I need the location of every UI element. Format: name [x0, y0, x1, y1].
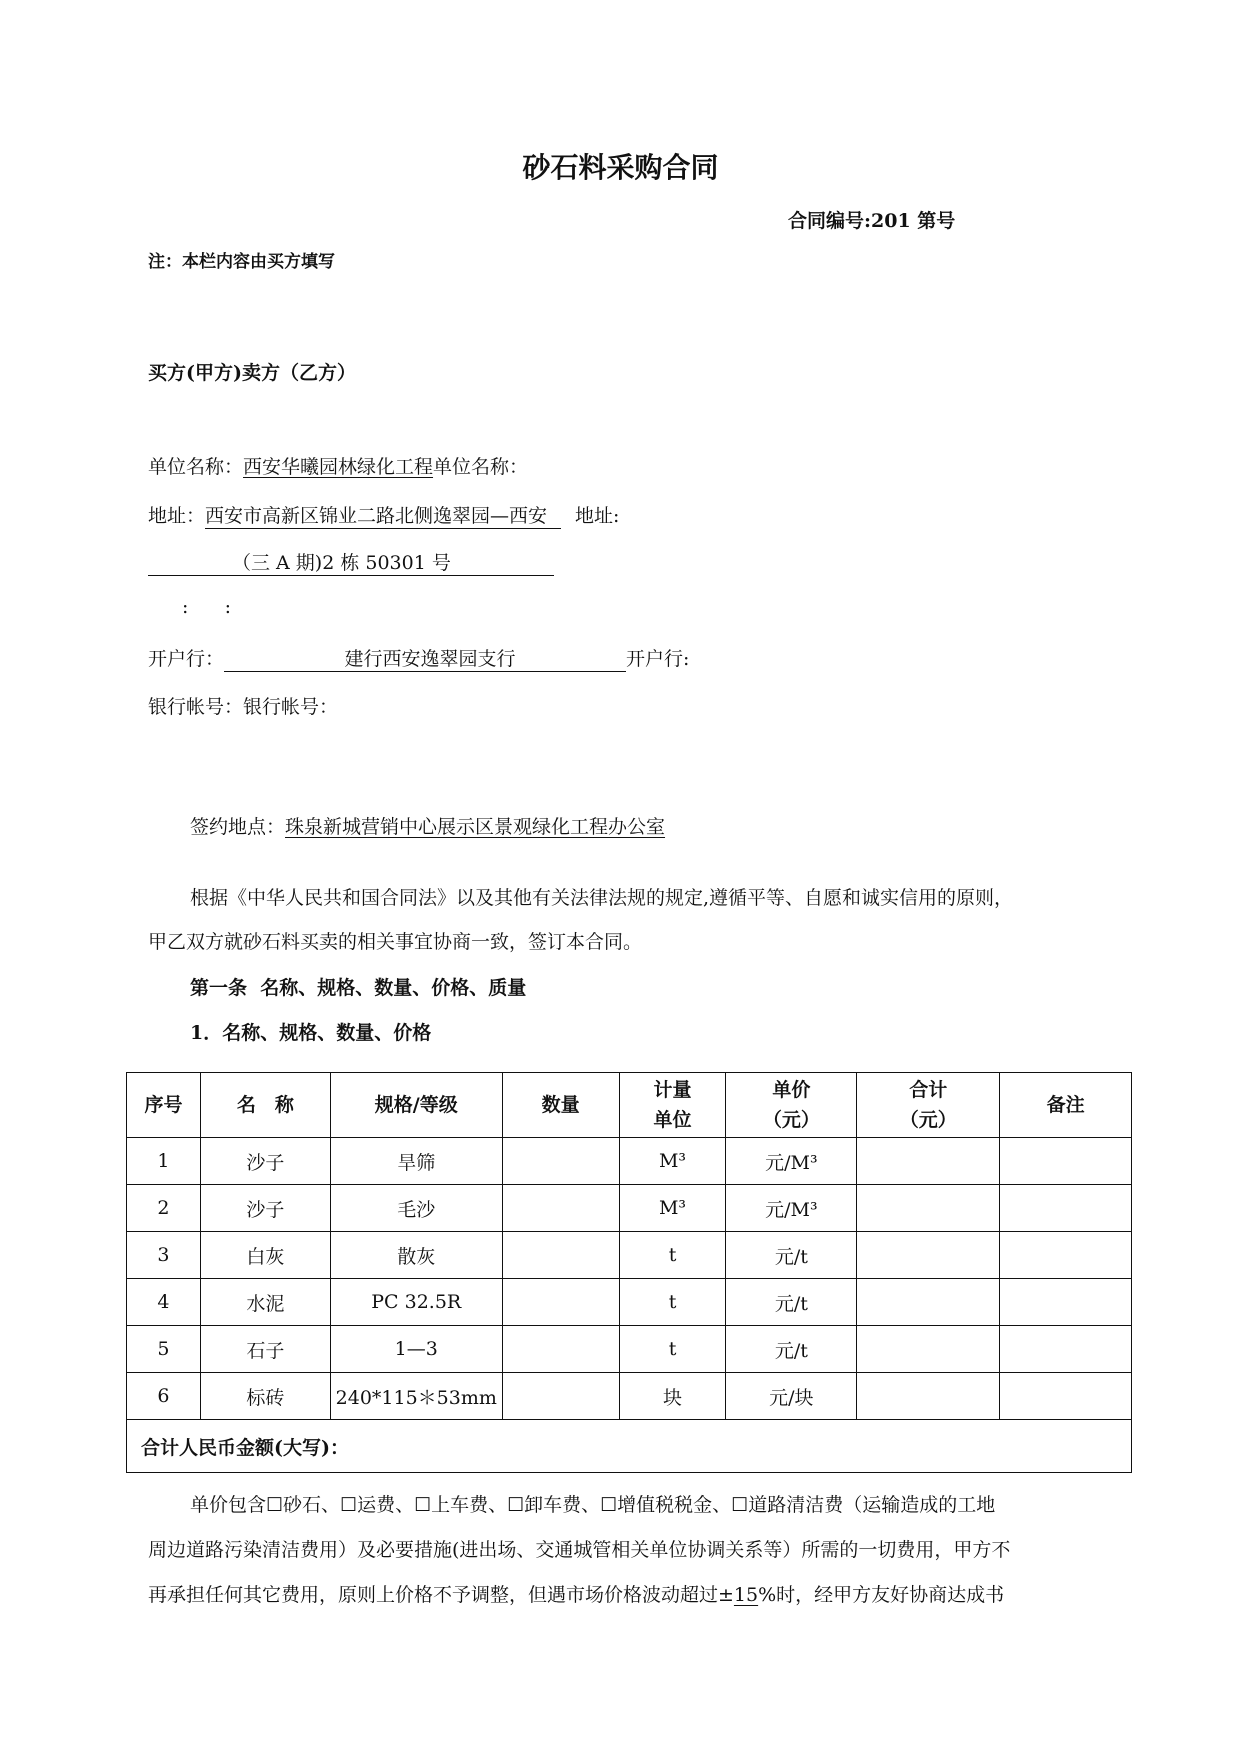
header-no: 序号	[127, 1073, 201, 1138]
signing-place-line	[190, 812, 665, 839]
signing-place-value: 珠泉新城营销中心展示区景观绿化工程办公室	[285, 816, 666, 838]
cell-spec: 240*115＊53mm	[330, 1373, 502, 1420]
header-unit-line-1: 计量	[653, 1079, 692, 1101]
intro-line-2: 甲乙双方就砂石料买卖的相关事宜协商一致，签订本合同。	[148, 931, 643, 953]
header-total-line-2: （元）	[899, 1109, 957, 1131]
cell-price: 元/t	[726, 1279, 857, 1326]
header-spec: 规格/等级	[330, 1073, 502, 1138]
header-total	[857, 1073, 1000, 1138]
address-line	[148, 501, 619, 529]
cell-name: 标砖	[200, 1373, 330, 1420]
cell-spec: 毛沙	[330, 1185, 502, 1232]
cell-name: 沙子	[200, 1138, 330, 1185]
cell-qty	[502, 1232, 619, 1279]
address-continuation: （三 A 期)2 栋 50301 号	[148, 548, 554, 576]
table-row	[127, 1326, 1132, 1373]
cell-qty	[502, 1185, 619, 1232]
cell-spec: PC 32.5R	[330, 1279, 502, 1326]
table-row	[127, 1232, 1132, 1279]
cell-remark	[1000, 1138, 1132, 1185]
cell-no: 3	[127, 1232, 201, 1279]
cell-spec: 1—3	[330, 1326, 502, 1373]
table-footer-row	[127, 1420, 1132, 1473]
bank-label: 开户行：	[148, 648, 225, 670]
contract-number: 合同编号:201 第号	[788, 210, 956, 232]
account-line: 银行帐号：银行帐号：	[148, 696, 339, 718]
cell-qty	[502, 1326, 619, 1373]
cell-unit: M³	[619, 1185, 726, 1232]
header-unit	[619, 1073, 726, 1138]
cell-total	[857, 1326, 1000, 1373]
bank-line	[148, 644, 689, 672]
price-clause-line-3-start: 再承担任何其它费用，原则上价格不予调整，但遇市场价格波动超过±	[148, 1584, 734, 1606]
cell-total	[857, 1232, 1000, 1279]
cell-remark	[1000, 1279, 1132, 1326]
header-price	[726, 1073, 857, 1138]
header-name: 名 称	[200, 1073, 330, 1138]
cell-name: 水泥	[200, 1279, 330, 1326]
price-clause-line-1: 单价包含☐砂石、☐运费、☐上车费、☐卸车费、☐增值税税金、☐道路清洁费（运输造成的工地	[190, 1494, 996, 1516]
cell-unit: M³	[619, 1138, 726, 1185]
cell-no: 2	[127, 1185, 201, 1232]
seller-address-label: 地址:	[575, 505, 620, 527]
unit-name-line	[148, 452, 528, 479]
cell-price: 元/t	[726, 1326, 857, 1373]
price-clause-line-2: 周边道路污染清洁费用）及必要措施(进出场、交通城管相关单位协调关系等）所需的一切费用，甲方不	[148, 1539, 1011, 1561]
cell-no: 1	[127, 1138, 201, 1185]
signing-place-label: 签约地点：	[190, 816, 286, 838]
article-1-heading: 第一条 名称、规格、数量、价格、质量	[190, 977, 527, 999]
cell-total	[857, 1138, 1000, 1185]
buyer-fill-note: 注：本栏内容由买方填写	[148, 252, 335, 272]
cell-total	[857, 1185, 1000, 1232]
section-1-heading: 1．名称、规格、数量、价格	[190, 1022, 432, 1044]
cell-price: 元/M³	[726, 1185, 857, 1232]
table-header-row	[127, 1073, 1132, 1138]
cell-remark	[1000, 1373, 1132, 1420]
unit-name-value: 西安华曦园林绿化工程	[243, 456, 434, 478]
seller-bank-label: 开户行:	[626, 648, 690, 670]
table-row	[127, 1185, 1132, 1232]
total-amount-words: 合计人民币金额(大写)：	[127, 1420, 1132, 1473]
cell-remark	[1000, 1326, 1132, 1373]
bank-value: 建行西安逸翠园支行	[224, 644, 626, 672]
cell-qty	[502, 1279, 619, 1326]
cell-total	[857, 1279, 1000, 1326]
parties-heading: 买方(甲方)卖方（乙方）	[148, 362, 356, 384]
cell-unit: t	[619, 1232, 726, 1279]
document-title: 砂石料采购合同	[522, 151, 719, 184]
cell-price: 元/t	[726, 1232, 857, 1279]
cell-unit: t	[619, 1279, 726, 1326]
cell-remark	[1000, 1185, 1132, 1232]
cell-unit: t	[619, 1326, 726, 1373]
header-remark: 备注	[1000, 1073, 1132, 1138]
cell-total	[857, 1373, 1000, 1420]
goods-table	[126, 1072, 1132, 1473]
cell-name: 白灰	[200, 1232, 330, 1279]
blank-colon-line: : :	[182, 596, 232, 618]
table-row	[127, 1373, 1132, 1420]
cell-no: 4	[127, 1279, 201, 1326]
cell-name: 石子	[200, 1326, 330, 1373]
header-total-line-1: 合计	[909, 1079, 948, 1101]
price-fluctuation-percent: 15	[733, 1584, 759, 1606]
cell-qty	[502, 1373, 619, 1420]
table-row	[127, 1138, 1132, 1185]
header-unit-line-2: 单位	[653, 1109, 692, 1131]
address-label: 地址：	[148, 505, 206, 527]
price-clause-line-3-end: %时，经甲方友好协商达成书	[758, 1584, 1005, 1606]
cell-price: 元/块	[726, 1373, 857, 1420]
header-qty: 数量	[502, 1073, 619, 1138]
cell-no: 6	[127, 1373, 201, 1420]
unit-name-label: 单位名称：	[148, 456, 244, 478]
header-price-line-1: 单价	[772, 1079, 811, 1101]
table-row	[127, 1279, 1132, 1326]
intro-line-1: 根据《中华人民共和国合同法》以及其他有关法律法规的规定,遵循平等、自愿和诚实信用的原则，	[190, 887, 1014, 909]
header-price-line-2: （元）	[762, 1109, 820, 1131]
cell-remark	[1000, 1232, 1132, 1279]
cell-qty	[502, 1138, 619, 1185]
cell-no: 5	[127, 1326, 201, 1373]
address-value: 西安市高新区锦业二路北侧逸翠园—西安	[205, 501, 561, 529]
cell-unit: 块	[619, 1373, 726, 1420]
cell-name: 沙子	[200, 1185, 330, 1232]
cell-spec: 散灰	[330, 1232, 502, 1279]
cell-price: 元/M³	[726, 1138, 857, 1185]
cell-spec: 旱筛	[330, 1138, 502, 1185]
price-clause-line-3	[148, 1580, 1004, 1607]
seller-unit-name-label: 单位名称：	[433, 456, 529, 478]
